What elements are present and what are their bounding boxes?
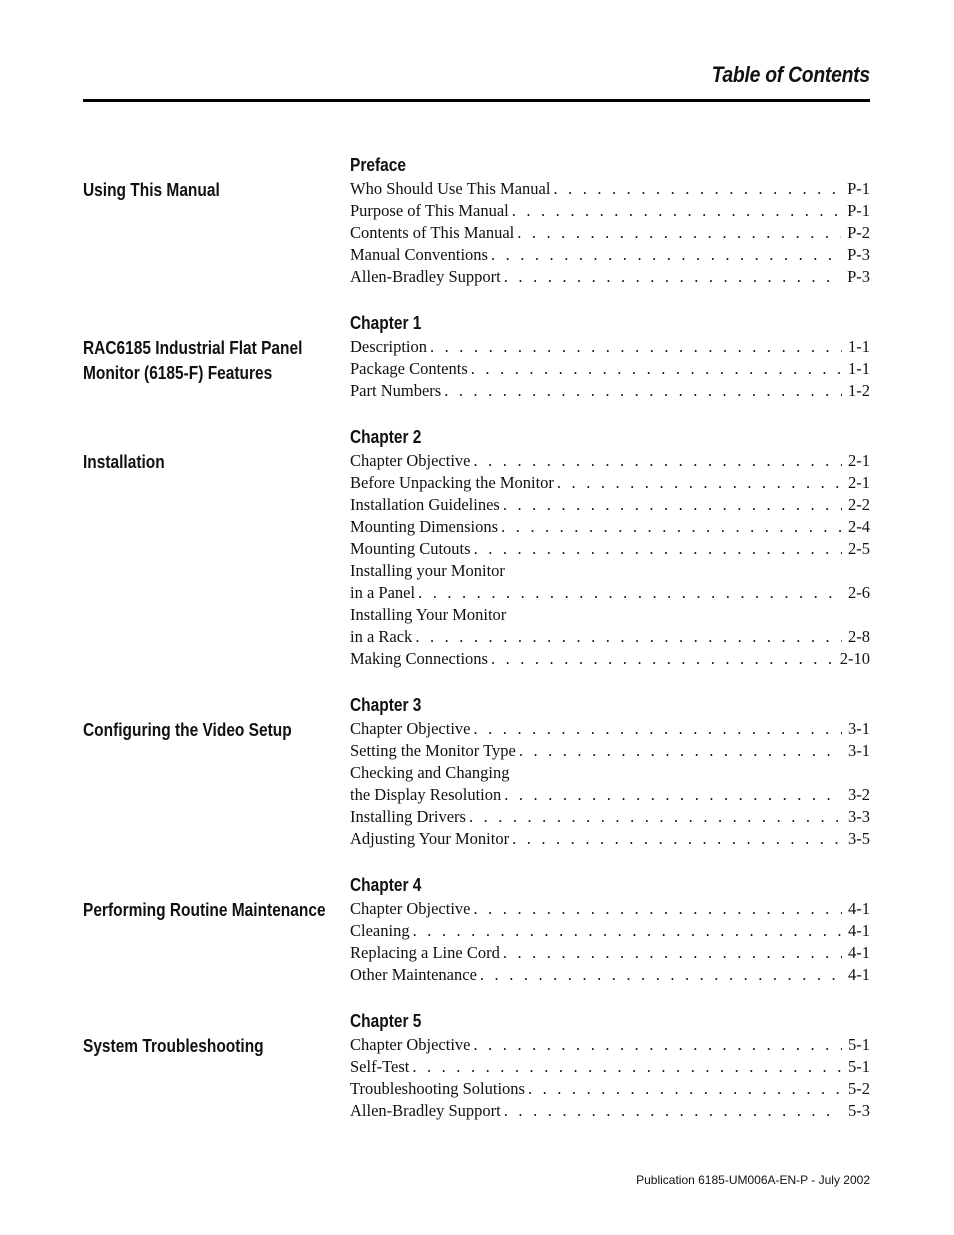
- toc-entry[interactable]: [350, 336, 870, 358]
- toc-entry-page: 5-2: [848, 1079, 870, 1098]
- dot-leader: [504, 1100, 842, 1122]
- toc-entry[interactable]: [350, 1100, 870, 1122]
- toc-entry-title: Chapter Objective: [350, 1035, 471, 1054]
- toc-entry-page: 4-1: [848, 943, 870, 962]
- side-title-line: Using This Manual: [83, 180, 220, 200]
- toc-entry-title: Description: [350, 337, 427, 356]
- toc-entry-title: Installing Drivers: [350, 807, 466, 826]
- toc-entry[interactable]: [350, 200, 870, 222]
- dot-leader: [503, 494, 842, 516]
- dot-leader: [471, 358, 842, 380]
- toc-entry-page: 1-1: [848, 359, 870, 378]
- toc-entry-title: the Display Resolution: [350, 785, 502, 804]
- toc-entry-page: 2-1: [848, 473, 870, 492]
- dot-leader: [444, 380, 842, 402]
- dot-leader: [553, 178, 841, 200]
- toc-entry-page: P-1: [847, 179, 870, 198]
- toc-entry[interactable]: [350, 1078, 870, 1100]
- toc-section: [0, 692, 954, 850]
- section-content: [350, 310, 870, 402]
- section-content: [350, 152, 870, 288]
- dot-leader: [474, 1034, 843, 1056]
- toc-entry-title: Mounting Dimensions: [350, 517, 499, 536]
- side-title-line: Installation: [83, 452, 165, 472]
- toc-entry-title: Before Unpacking the Monitor: [350, 473, 554, 492]
- toc-entry-title: Contents of This Manual: [350, 223, 515, 242]
- toc-entry-title: Purpose of This Manual: [350, 201, 509, 220]
- dot-leader: [517, 222, 841, 244]
- toc-entry-prefix: Installing your Monitor: [350, 561, 505, 580]
- toc-entry-page: 4-1: [848, 965, 870, 984]
- toc-entry-page: 4-1: [848, 899, 870, 918]
- toc-entry-page: 1-1: [848, 337, 870, 356]
- toc-entry-title: Other Maintenance: [350, 965, 477, 984]
- toc-entry-page: P-2: [847, 223, 870, 242]
- toc-entry-title: Chapter Objective: [350, 899, 471, 918]
- chapter-heading: Chapter 5: [350, 1011, 422, 1031]
- section-side-title: [83, 450, 307, 475]
- toc-entry-title: Chapter Objective: [350, 719, 471, 738]
- toc-entry-title: Troubleshooting Solutions: [350, 1079, 525, 1098]
- dot-leader: [412, 1056, 842, 1078]
- side-title-line: System Troubleshooting: [83, 1036, 264, 1056]
- section-content: [350, 692, 870, 850]
- dot-leader: [491, 244, 841, 266]
- toc-entry-page: 2-10: [839, 649, 870, 668]
- toc-entry-title: Making Connections: [350, 649, 488, 668]
- chapter-heading: Preface: [350, 155, 406, 175]
- toc-entry-page: 2-8: [848, 627, 870, 646]
- dot-leader: [504, 266, 841, 288]
- dot-leader: [474, 538, 842, 560]
- dot-leader: [474, 898, 843, 920]
- toc-entry-title: Allen-Bradley Support: [350, 267, 501, 286]
- toc-entry-page: P-1: [847, 201, 870, 220]
- toc-entry-page: 2-1: [848, 451, 870, 470]
- toc-entry[interactable]: [350, 494, 870, 516]
- toc-entry-page: 4-1: [848, 921, 870, 940]
- toc-entry-title: in a Rack: [350, 627, 413, 646]
- toc-entry-page: 5-3: [848, 1101, 870, 1120]
- toc-entry[interactable]: [350, 740, 870, 762]
- side-title-line: RAC6185 Industrial Flat Panel: [83, 338, 303, 358]
- toc-entry[interactable]: [350, 472, 870, 494]
- toc-entry-page: P-3: [847, 245, 870, 264]
- dot-leader: [418, 582, 842, 604]
- toc-entry[interactable]: [350, 582, 870, 604]
- dot-leader: [528, 1078, 842, 1100]
- chapter-heading: Chapter 1: [350, 313, 422, 333]
- title-rule: [83, 99, 870, 102]
- section-side-title: [83, 718, 307, 743]
- toc-entry[interactable]: [350, 784, 870, 806]
- toc-entry-page: 2-4: [848, 517, 870, 536]
- toc-entry[interactable]: [350, 942, 870, 964]
- side-title-line: Configuring the Video Setup: [83, 720, 292, 740]
- toc-entry[interactable]: [350, 718, 870, 740]
- toc-entry[interactable]: [350, 920, 870, 942]
- toc-entry-page: 5-1: [848, 1035, 870, 1054]
- toc-entry[interactable]: [350, 450, 870, 472]
- page-title: Table of Contents: [711, 62, 870, 87]
- toc-entry-title: Replacing a Line Cord: [350, 943, 500, 962]
- toc-section: [0, 872, 954, 986]
- toc-entry-title: Chapter Objective: [350, 451, 471, 470]
- toc-entry[interactable]: [350, 964, 870, 986]
- toc-entry-title: in a Panel: [350, 583, 416, 602]
- toc-entry-page: 5-1: [848, 1057, 870, 1076]
- toc-entry-page: 3-1: [848, 719, 870, 738]
- toc-entry[interactable]: [350, 178, 870, 200]
- toc-entry[interactable]: [350, 538, 870, 560]
- section-content: [350, 1008, 870, 1122]
- section-content: [350, 424, 870, 670]
- section-side-title: [83, 178, 307, 203]
- dot-leader: [557, 472, 842, 494]
- side-title-line: Performing Routine Maintenance: [83, 900, 326, 920]
- dot-leader: [413, 920, 842, 942]
- dot-leader: [501, 516, 842, 538]
- dot-leader: [474, 450, 843, 472]
- dot-leader: [512, 828, 842, 850]
- toc-entry-title: Adjusting Your Monitor: [350, 829, 510, 848]
- dot-leader: [504, 784, 842, 806]
- toc-entry[interactable]: [350, 516, 870, 538]
- dot-leader: [503, 942, 842, 964]
- toc-entry[interactable]: [350, 380, 870, 402]
- dot-leader: [491, 648, 834, 670]
- toc-entry[interactable]: [350, 648, 870, 670]
- chapter-heading: Chapter 3: [350, 695, 422, 715]
- toc-entry[interactable]: [350, 806, 870, 828]
- section-content: [350, 872, 870, 986]
- toc-entry-title: Who Should Use This Manual: [350, 179, 551, 198]
- toc-entry-prefix: Installing Your Monitor: [350, 605, 507, 624]
- section-side-title: [83, 336, 307, 386]
- dot-leader: [519, 740, 842, 762]
- toc-entry[interactable]: [350, 626, 870, 648]
- toc-entry-title: Installation Guidelines: [350, 495, 500, 514]
- toc-entry-page: P-3: [847, 267, 870, 286]
- toc-entry-page: 2-5: [848, 539, 870, 558]
- toc-entry[interactable]: [350, 1056, 870, 1078]
- toc-entry-page: 3-2: [848, 785, 870, 804]
- toc-entry-title: Setting the Monitor Type: [350, 741, 516, 760]
- toc-section: [0, 1008, 954, 1122]
- toc-entry-title: Manual Conventions: [350, 245, 488, 264]
- toc-sections: [0, 152, 954, 1144]
- publication-footer: Publication 6185-UM006A-EN-P - July 2002: [636, 1173, 870, 1187]
- toc-entry[interactable]: [350, 898, 870, 920]
- toc-entry[interactable]: [350, 222, 870, 244]
- toc-entry[interactable]: [350, 828, 870, 850]
- toc-section: [0, 424, 954, 670]
- dot-leader: [474, 718, 843, 740]
- toc-entry-page: 2-6: [848, 583, 870, 602]
- section-side-title: [83, 1034, 307, 1059]
- toc-entry-page: 2-2: [848, 495, 870, 514]
- toc-entry[interactable]: [350, 244, 870, 266]
- dot-leader: [469, 806, 842, 828]
- toc-section: [0, 152, 954, 288]
- toc-entry-title: Mounting Cutouts: [350, 539, 471, 558]
- chapter-heading: Chapter 2: [350, 427, 422, 447]
- toc-entry[interactable]: [350, 358, 870, 380]
- dot-leader: [430, 336, 842, 358]
- toc-entry-page: 3-3: [848, 807, 870, 826]
- chapter-heading: Chapter 4: [350, 875, 422, 895]
- toc-section: [0, 310, 954, 402]
- side-title-line: Monitor (6185-F) Features: [83, 363, 273, 383]
- toc-entry-title: Cleaning: [350, 921, 410, 940]
- toc-entry-page: 1-2: [848, 381, 870, 400]
- toc-entry-page: 3-5: [848, 829, 870, 848]
- dot-leader: [415, 626, 842, 648]
- section-side-title: [83, 898, 326, 923]
- toc-entry-title: Package Contents: [350, 359, 468, 378]
- dot-leader: [480, 964, 842, 986]
- toc-entry-title: Part Numbers: [350, 381, 442, 400]
- toc-entry-title: Allen-Bradley Support: [350, 1101, 501, 1120]
- toc-entry[interactable]: [350, 266, 870, 288]
- dot-leader: [512, 200, 841, 222]
- toc-entry-title: Self-Test: [350, 1057, 410, 1076]
- toc-entry[interactable]: [350, 1034, 870, 1056]
- toc-entry-page: 3-1: [848, 741, 870, 760]
- toc-entry-prefix: Checking and Changing: [350, 763, 510, 782]
